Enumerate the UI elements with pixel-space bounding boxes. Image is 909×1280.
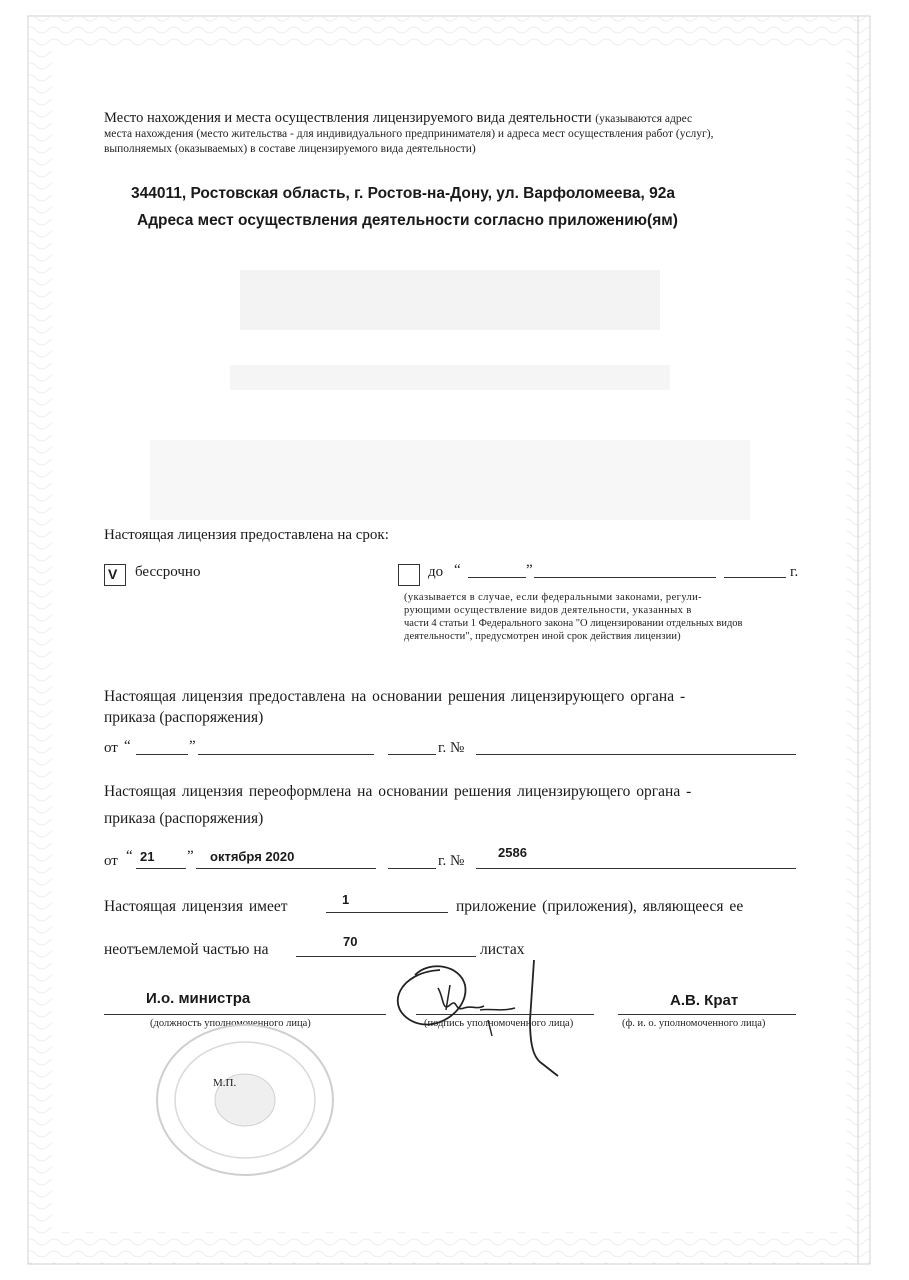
until-note-4: деятельности", предусмотрен иной срок действия лицензии) [404, 631, 681, 642]
reissue-line-1: Настоящая лицензия переоформлена на основании решения лицензирующего органа - [104, 783, 692, 800]
until-checkbox[interactable] [398, 564, 420, 586]
position-line [104, 1014, 386, 1015]
caption-signature: (подпись уполномоченного лица) [424, 1018, 574, 1029]
until-month-line [534, 577, 716, 578]
signatory-position: И.о. министра [146, 990, 251, 1007]
sheets-suffix: листах [480, 941, 525, 958]
term-heading: Настоящая лицензия предоставлена на срок: [104, 527, 389, 543]
until-note-2: рующими осуществление видов деятельности, указанных в [404, 605, 692, 616]
sheets-prefix: неотъемлемой частью на [104, 941, 269, 958]
appendix-prefix: Настоящая лицензия имеет [104, 898, 288, 915]
appendix-count-line [326, 912, 448, 913]
basis-month-line [198, 754, 374, 755]
location-note-3: выполняемых (оказываемых) в составе лицензируемого вида деятельности) [104, 143, 476, 155]
reissue-number-prefix: г. № [438, 853, 465, 869]
checkbox-mark: V [108, 566, 118, 582]
reissue-year-line [388, 868, 436, 869]
reissue-quote-open: “ [126, 848, 133, 864]
reissue-number: 2586 [498, 845, 527, 860]
caption-position: (должность уполномоченного лица) [150, 1018, 311, 1029]
until-quote-open: “ [454, 562, 461, 578]
location-note-1: (указываются адрес [595, 113, 693, 125]
basis-line-1: Настоящая лицензия предоставлена на основании решения лицензирующего органа - [104, 688, 686, 705]
basis-line-2: приказа (распоряжения) [104, 709, 264, 726]
official-stamp [150, 1020, 340, 1180]
basis-date-prefix: от [104, 740, 118, 756]
reissue-month-year: октября 2020 [210, 849, 295, 864]
address-note: Адреса мест осуществления деятельности согласно приложению(ям) [137, 212, 678, 229]
until-year-suffix: г. [790, 564, 799, 580]
until-year-line [724, 577, 786, 578]
reissue-quote-close: ” [187, 848, 194, 864]
unlimited-checkbox[interactable] [104, 564, 126, 586]
reissue-date-prefix: от [104, 853, 118, 869]
reissue-day: 21 [140, 849, 155, 864]
caption-name: (ф. и. о. уполномоченного лица) [622, 1018, 766, 1029]
basis-number-line [476, 754, 796, 755]
sheets-count: 70 [343, 934, 358, 949]
appendix-count: 1 [342, 892, 350, 907]
until-day-line [468, 577, 526, 578]
basis-year-line [388, 754, 436, 755]
basis-quote-close: ” [189, 738, 196, 754]
reissue-line-2: приказа (распоряжения) [104, 810, 264, 827]
reissue-day-line [136, 868, 186, 869]
basis-number-prefix: г. № [438, 740, 465, 756]
signatory-name: А.В. Крат [670, 992, 739, 1009]
until-note-3: части 4 статьи 1 Федерального закона "О лицензировании отдельных видов [404, 618, 743, 629]
location-note-2: места нахождения (место жительства - для индивидуального предпринимателя) и адреса мест осуществления работ (услуг), [104, 128, 714, 140]
stamp-label: М.П. [213, 1077, 237, 1089]
reissue-number-line [476, 868, 796, 869]
until-quote-close: ” [526, 562, 533, 578]
basis-quote-open: “ [124, 738, 131, 754]
basis-day-line [136, 754, 188, 755]
until-note-1: (указывается в случае, если федеральными законами, регули- [404, 592, 703, 603]
name-line [618, 1014, 796, 1015]
address: 344011, Ростовская область, г. Ростов-на-Дону, ул. Варфоломеева, 92а [131, 185, 675, 202]
location-heading-row [104, 110, 692, 127]
location-heading: Место нахождения и места осуществления лицензируемого вида деятельности [104, 110, 592, 126]
handwritten-signature [380, 950, 580, 1080]
unlimited-label: бессрочно [135, 564, 201, 580]
reissue-month-line [196, 868, 376, 869]
until-label: до [428, 564, 444, 580]
appendix-suffix: приложение (приложения), являющееся ее [456, 898, 744, 915]
